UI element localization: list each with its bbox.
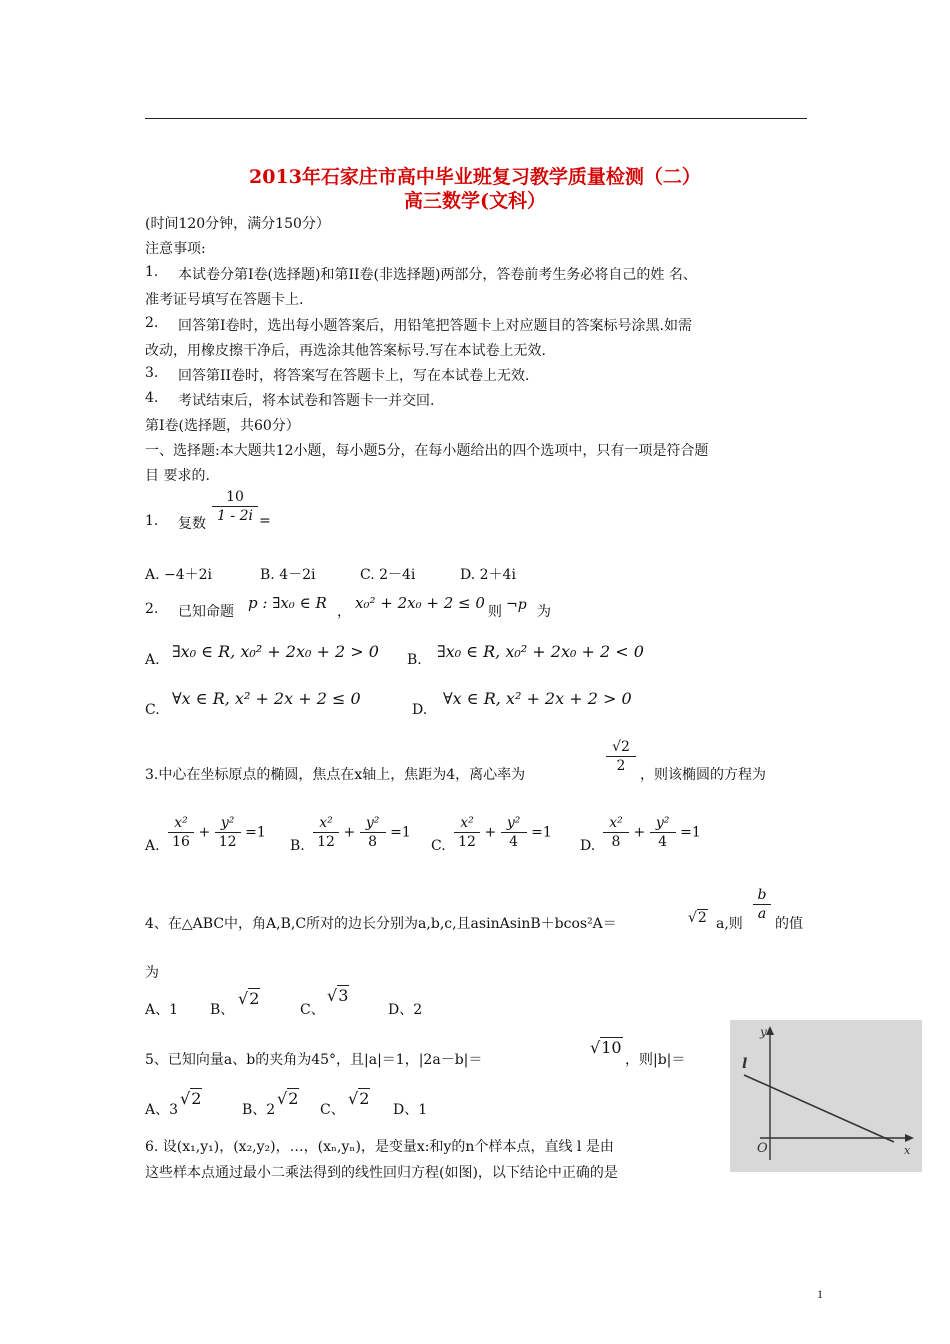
q3-option-a-expr: $\frac{\text{x²}}{16}$ + $\frac{\text{y²}}{12}$ =1	[168, 814, 266, 851]
section1-heading: 第Ⅰ卷(选择题，共60分）	[145, 418, 300, 434]
q4-option-b: B、	[210, 1002, 235, 1018]
note-3-num: 3.	[145, 365, 159, 381]
q3-option-a-label: A.	[145, 838, 160, 854]
q4-line2: 为	[145, 965, 159, 981]
note-1-num: 1.	[145, 264, 159, 280]
q5-option-d: D、1	[393, 1102, 428, 1118]
q5-option-c: C、	[320, 1102, 345, 1118]
q2-option-b-expr: ∃x₀ ∈ R, x₀² + 2x₀ + 2 < 0	[437, 642, 644, 661]
q2-option-c-label: C.	[145, 702, 160, 718]
q3-option-d-label: D.	[580, 838, 596, 854]
q6-line2: 这些样本点通过最小二乘法得到的线性回归方程(如图)，以下结论中正确的是	[145, 1165, 618, 1181]
q4-option-c: C、	[300, 1002, 325, 1018]
q3-ecc-fraction	[606, 738, 636, 775]
q3-ecc-num: √2	[612, 739, 630, 755]
time-info: (时间120分钟，满分150分）	[145, 216, 330, 232]
q2-option-b-label: B.	[407, 652, 422, 668]
graph-line-label: l	[742, 1056, 748, 1072]
q4-option-a: A、1	[145, 1002, 179, 1018]
q4-stem: 4、在△ABC中，角A,B,C所对的边长分别为a,b,c,且asinAsinB＋bcos²A＝	[145, 916, 617, 932]
q2-wei: 为	[537, 604, 551, 620]
note-2-num: 2.	[145, 315, 159, 331]
header-rule	[145, 118, 807, 119]
note-1-line1: 本试卷分第Ⅰ卷(选择题)和第II卷(非选择题)两部分，答卷前考生务必将自己的姓 名、	[178, 267, 697, 283]
q4-stem-end: 的值	[775, 916, 803, 932]
note-4-num: 4.	[145, 390, 159, 406]
q1-eq: =	[259, 513, 271, 529]
q1-option-b: B. 4－2i	[260, 567, 316, 583]
q5-option-b: B、2	[242, 1102, 276, 1118]
exam-title: 2013年石家庄市高中毕业班复习教学质量检测（二）	[249, 166, 701, 188]
note-1-line2: 准考证号填写在答题卡上.	[145, 292, 304, 308]
page-number: 1	[817, 1287, 823, 1301]
note-3-line1: 回答第II卷时，将答案写在答题卡上，写在本试卷上无效.	[178, 368, 530, 384]
graph-origin-label: O	[757, 1141, 768, 1156]
q1-frac-num: 10	[226, 489, 244, 505]
q2-option-d-label: D.	[412, 702, 428, 718]
regression-graph	[730, 1020, 922, 1172]
note-2-line2: 改动，用橡皮擦干净后，再选涂其他答案标号.写在本试卷上无效.	[145, 343, 546, 359]
note-4-line1: 考试结束后，将本试卷和答题卡一并交回.	[178, 393, 435, 409]
q2-comma: ，	[337, 604, 351, 620]
q4-stem-mid: a,则	[716, 916, 743, 932]
note-2-line1: 回答第Ⅰ卷时，选出每小题答案后，用铅笔把答题卡上对应题目的答案标号涂黑.如需	[178, 318, 692, 334]
section1-intro-line2: 目 要求的.	[145, 468, 210, 484]
q2-option-d-expr: ∀x ∈ R, x² + 2x + 2 > 0	[443, 689, 632, 708]
q6-line1: 6. 设(x₁,y₁)，(x₂,y₂)，…，(xₙ,yₙ)，是变量x:和y的n个样本点，直线 l 是由	[145, 1139, 614, 1155]
q1-fraction	[212, 488, 258, 525]
q3-option-d-expr: $\frac{\text{x²}}{8}$ + $\frac{\text{y²}}{4}$ =1	[603, 814, 701, 851]
q3-option-c-expr: $\frac{\text{x²}}{12}$ + $\frac{\text{y²}}{4}$ =1	[454, 814, 552, 851]
q1-frac-den: 1 - 2i	[212, 506, 258, 525]
q4-option-b-sqrt: √2	[238, 989, 260, 1008]
q3-option-c-label: C.	[431, 838, 446, 854]
exam-subtitle: 高三数学(文科）	[404, 190, 546, 212]
q1-option-c: C. 2－4i	[360, 567, 416, 583]
regression-graph-svg	[730, 1020, 922, 1172]
q1-option-d: D. 2＋4i	[460, 567, 516, 583]
q2-then: 则	[488, 604, 502, 620]
q2-negp: ¬p	[506, 597, 527, 613]
q2-option-c-expr: ∀x ∈ R, x² + 2x + 2 ≤ 0	[172, 689, 361, 708]
q5-option-a-sqrt: √2	[180, 1089, 202, 1108]
notes-heading: 注意事项:	[145, 241, 206, 257]
section1-intro-line1: 一、选择题:本大题共12小题，每小题5分，在每小题给出的四个选项中，只有一项是符合题	[145, 443, 709, 459]
q5-option-a: A、3	[145, 1102, 179, 1118]
q4-option-d: D、2	[388, 1002, 423, 1018]
q2-option-a-expr: ∃x₀ ∈ R, x₀² + 2x₀ + 2 > 0	[172, 642, 379, 661]
graph-x-label: x	[904, 1144, 911, 1157]
q2-option-a-label: A.	[145, 652, 160, 668]
q4-option-c-sqrt: √3	[327, 986, 349, 1005]
q4-fraction: $\frac{b}{a}$	[753, 886, 771, 923]
q3-option-b-label: B.	[290, 838, 305, 854]
q1-option-a: A. −4＋2i	[145, 567, 213, 583]
q5-option-b-sqrt: √2	[277, 1089, 299, 1108]
q2-prop: p : ∃x₀ ∈ R	[248, 594, 327, 612]
q5-stem-end: ，则|b|＝	[625, 1052, 686, 1068]
q2-condition: x₀² + 2x₀ + 2 ≤ 0	[355, 594, 485, 612]
q4-sqrt2: √2	[688, 910, 707, 926]
q5-sqrt10: √10	[590, 1038, 622, 1057]
q3-option-b-expr: $\frac{\text{x²}}{12}$ + $\frac{\text{y²}}{8}$ =1	[313, 814, 411, 851]
q1-num: 1.	[145, 513, 159, 529]
q1-stem: 复数	[178, 516, 206, 532]
q3-ecc-den: 2	[606, 756, 636, 775]
q3-stem-end: ，则该椭圆的方程为	[640, 767, 766, 783]
q5-option-c-sqrt: √2	[348, 1089, 370, 1108]
q2-stem: 已知命题	[178, 604, 234, 620]
graph-y-label: y	[760, 1025, 767, 1039]
q2-num: 2.	[145, 601, 159, 617]
q3-stem: 3.中心在坐标原点的椭圆，焦点在x轴上，焦距为4，离心率为	[145, 767, 526, 783]
q5-stem: 5、已知向量a、b的夹角为45°，且|a|＝1，|2a－b|＝	[145, 1052, 483, 1068]
